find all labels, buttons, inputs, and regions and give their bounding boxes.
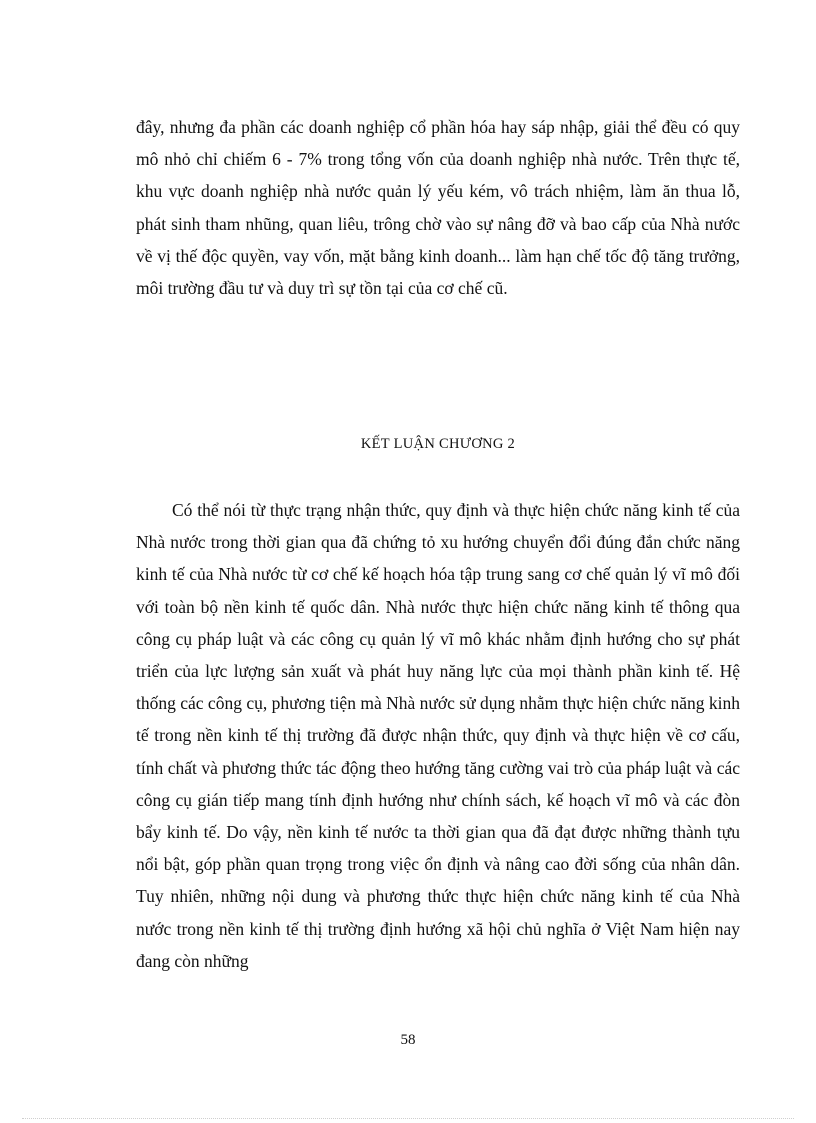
page-bottom-divider xyxy=(22,1118,794,1119)
page-number: 58 xyxy=(400,1032,416,1048)
body-paragraph-conclusion: Có thể nói từ thực trạng nhận thức, quy định và thực hiện chức năng kinh tế của Nhà nước trong thời gian qua đã chứng tỏ xu hướng chuyển đổi đúng đắn chức năng kinh tế của Nhà nước từ cơ chế kế hoạch hóa tập trung sang cơ chế quản lý vĩ mô đối với toàn bộ nền kinh tế quốc dân. Nhà nước thực hiện chức năng kinh tế thông qua công cụ pháp luật và các công cụ quản lý vĩ mô khác nhằm định hướng cho sự phát triển của lực lượng sản xuất và phát huy năng lực của mọi thành phần kinh tế. Hệ thống các công cụ, phương tiện mà Nhà nước sử dụng nhằm thực hiện chức năng kinh tế trong nền kinh tế thị trường đã được nhận thức, quy định và thực hiện về cơ cấu, tính chất và phương thức tác động theo hướng tăng cường vai trò của pháp luật và các công cụ gián tiếp mang tính định hướng như chính sách, kế hoạch vĩ mô và các đòn bẩy kinh tế. Do vậy, nền kinh tế nước ta thời gian qua đã đạt được những thành tựu nổi bật, góp phần quan trọng trong việc ổn định và nâng cao đời sống của nhân dân. Tuy nhiên, những nội dung và phương thức thực hiện chức năng kinh tế của Nhà nước trong nền kinh tế thị trường định hướng xã hội chủ nghĩa ở Việt Nam hiện nay đang còn những xyxy=(136,500,740,971)
body-paragraph-continued: đây, nhưng đa phần các doanh nghiệp cổ phần hóa hay sáp nhập, giải thể đều có quy mô nhỏ chỉ chiếm 6 - 7% trong tổng vốn của doanh nghiệp nhà nước. Trên thực tế, khu vực doanh nghiệp nhà nước quản lý yếu kém, vô trách nhiệm, làm ăn thua lỗ, phát sinh tham nhũng, quan liêu, trông chờ vào sự nâng đỡ và bao cấp của Nhà nước về vị thế độc quyền, vay vốn, mặt bằng kinh doanh... làm hạn chế tốc độ tăng trưởng, môi trường đầu tư và duy trì sự tồn tại của cơ chế cũ. xyxy=(136,117,740,299)
section-heading: KẾT LUẬN CHƯƠNG 2 xyxy=(360,436,516,452)
